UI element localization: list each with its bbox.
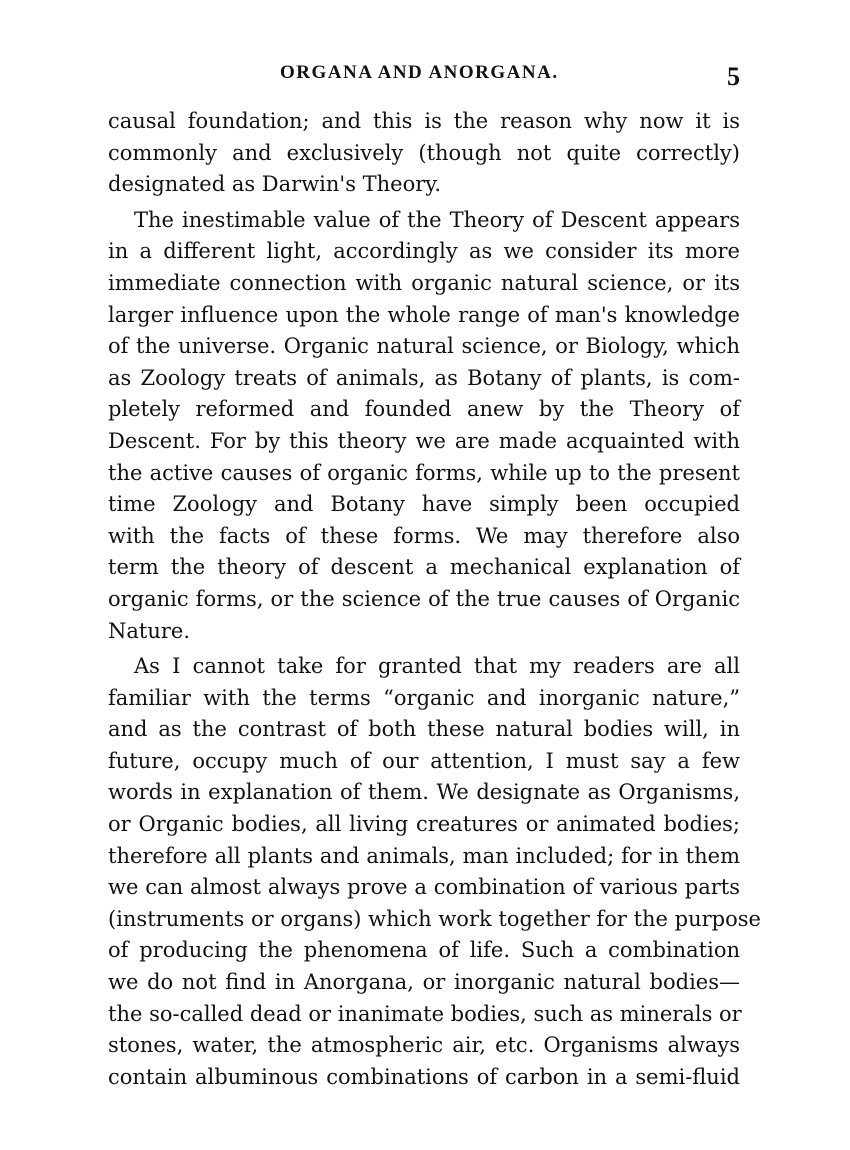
text-line: commonly and exclusively (though not quite correctly) bbox=[108, 140, 740, 165]
text-line: words in explanation of them. We designate as Organisms, bbox=[108, 780, 740, 805]
text-line: of the universe. Organic natural science, or Biology, which bbox=[108, 334, 740, 359]
text-line: the so-called dead or inanimate bodies, such as minerals or bbox=[108, 1001, 742, 1026]
text-line: Descent. For by this theory we are made acquainted with bbox=[108, 428, 740, 453]
text-line: the active causes of organic forms, while up to the present bbox=[108, 460, 740, 485]
text-line: Nature. bbox=[108, 618, 191, 643]
text-line: in a different light, accordingly as we consider its more bbox=[108, 239, 740, 264]
text-line: (instruments or organs) which work together for the purpose bbox=[108, 906, 761, 931]
text-line: and as the contrast of both these natural bodies will, in bbox=[108, 717, 740, 742]
text-line: as Zoology treats of animals, as Botany of plants, is com- bbox=[108, 365, 740, 390]
text-line: we can almost always prove a combination of various parts bbox=[108, 875, 740, 900]
text-line: larger influence upon the whole range of man's knowledge bbox=[108, 302, 740, 327]
text-line: The inestimable value of the Theory of Descent appears bbox=[134, 207, 740, 232]
running-head bbox=[0, 58, 850, 92]
text-line: stones, water, the atmospheric air, etc. Organisms always bbox=[108, 1033, 740, 1058]
text-line: familiar with the terms “organic and inorganic nature,” bbox=[108, 685, 740, 710]
page-number: 5 bbox=[727, 62, 740, 91]
text-line: we do not find in Anorgana, or inorganic natural bodies— bbox=[108, 970, 740, 995]
text-line: pletely reformed and founded anew by the Theory of bbox=[108, 397, 740, 422]
text-line: contain albuminous combinations of carbon in a semi-fluid bbox=[108, 1064, 740, 1089]
text-line: or Organic bodies, all living creatures or animated bodies; bbox=[108, 812, 740, 837]
text-line: of producing the phenomena of life. Such a combination bbox=[108, 938, 740, 963]
text-line: designated as Darwin's Theory. bbox=[108, 172, 442, 197]
text-line: future, occupy much of our attention, I must say a few bbox=[108, 748, 740, 773]
text-line: with the facts of these forms. We may therefore also bbox=[108, 523, 740, 548]
text-line: therefore all plants and animals, man included; for in them bbox=[108, 843, 740, 868]
text-line: organic forms, or the science of the true causes of Organic bbox=[108, 586, 740, 611]
paragraph-3 bbox=[108, 651, 761, 1093]
text-line: causal foundation; and this is the reason why now it is bbox=[108, 109, 740, 133]
paragraph-2 bbox=[108, 205, 740, 647]
text-line: immediate connection with organic natural science, or its bbox=[108, 270, 740, 295]
text-line: term the theory of descent a mechanical explanation of bbox=[108, 555, 740, 580]
text-line: As I cannot take for granted that my readers are all bbox=[134, 654, 740, 679]
paragraph-1 bbox=[108, 106, 740, 201]
text-line: time Zoology and Botany have simply been occupied bbox=[108, 492, 740, 517]
body-text bbox=[108, 106, 761, 1093]
running-title: ORGANA AND ANORGANA. bbox=[280, 62, 559, 83]
